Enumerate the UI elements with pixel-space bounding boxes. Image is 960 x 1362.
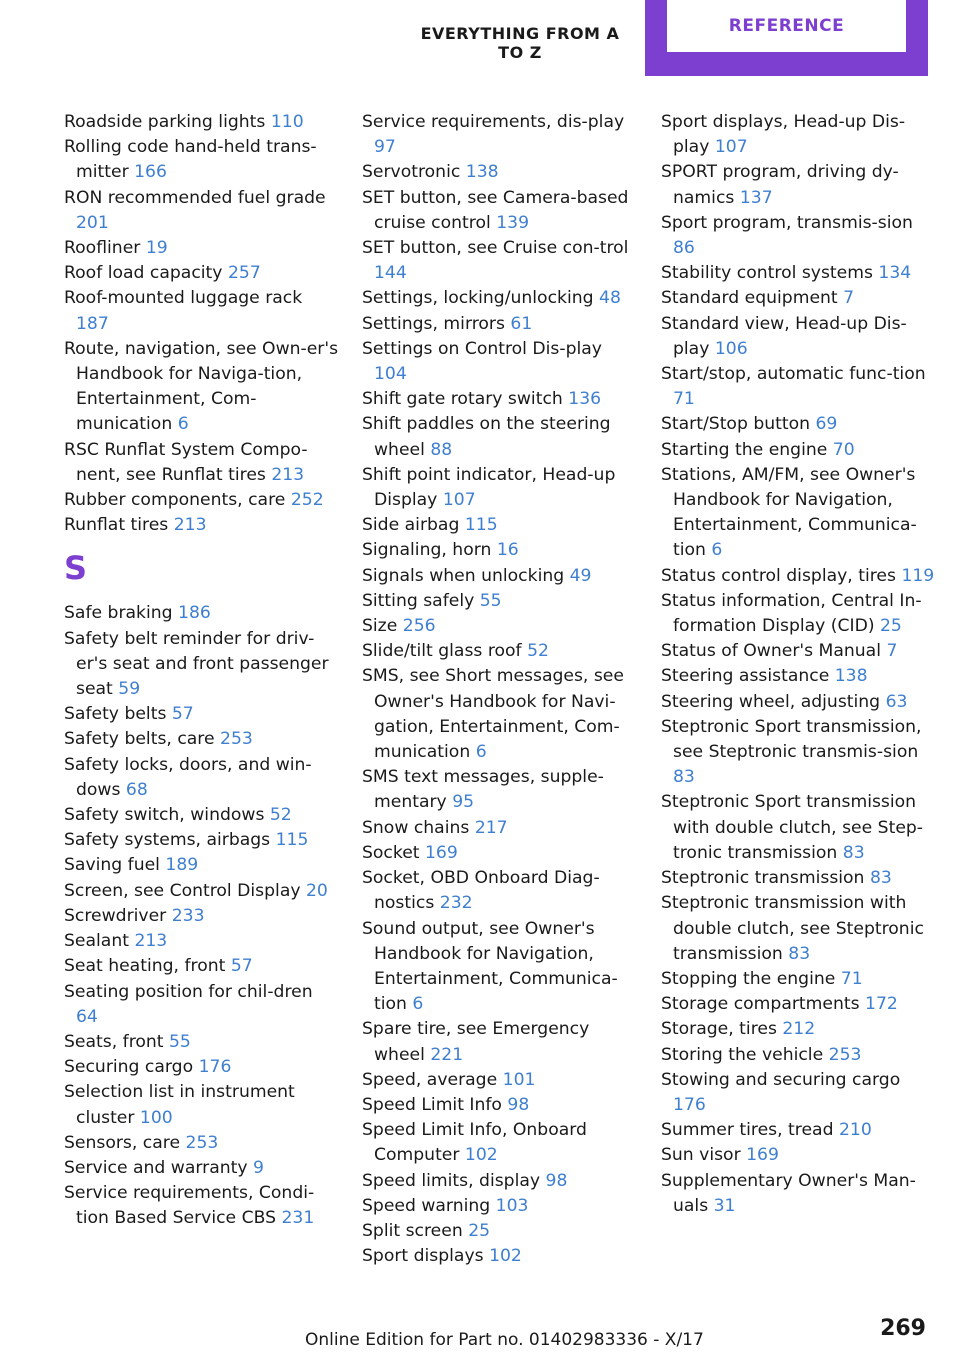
page-link[interactable]: 217 <box>474 817 508 838</box>
index-entry <box>661 1043 936 1068</box>
index-entry <box>661 160 936 210</box>
index-entry-text: Stowing and securing cargo <box>661 1069 901 1090</box>
index-entry-text: Sitting safely <box>362 590 475 611</box>
page-link[interactable]: 221 <box>430 1044 464 1065</box>
page-link[interactable]: 70 <box>832 439 855 460</box>
index-entry-text: Settings on Control Dis-play <box>362 338 602 359</box>
index-entry-text: Stopping the engine <box>661 968 836 989</box>
page-link[interactable]: 256 <box>402 616 436 637</box>
index-entry <box>661 589 936 639</box>
index-entry <box>64 135 339 185</box>
index-entry-text: Steptronic transmission with double clutch, see Steptronic transmission <box>661 893 924 964</box>
index-entry <box>661 463 936 564</box>
page-link[interactable]: 20 <box>306 880 328 901</box>
index-entry-text: Spare tire, see Emergency wheel <box>362 1019 590 1065</box>
index-entry-text: Socket, OBD Onboard Diag-nostics <box>362 868 600 914</box>
index-entry-text: Sound output, see Owner's Handbook for Navigation, Entertainment, Communica-tion <box>362 918 618 1015</box>
page-link[interactable]: 52 <box>269 805 292 826</box>
page-link[interactable]: 186 <box>178 603 211 624</box>
index-entry-text: Status information, Central In-formation Display (CID) <box>661 590 922 637</box>
page-link[interactable]: 83 <box>842 842 865 863</box>
index-entry <box>64 702 339 727</box>
index-entry-text: SET button, see Camera-based cruise control <box>362 187 629 233</box>
index-entry <box>64 337 339 438</box>
page-link[interactable]: 201 <box>76 212 109 233</box>
index-entry-text: Signaling, horn <box>362 540 492 561</box>
page-link[interactable]: 213 <box>271 464 305 485</box>
index-entry-text: Speed limits, display <box>362 1170 541 1191</box>
index-entry <box>362 1219 637 1244</box>
index-entry-text: Storage, tires <box>661 1019 777 1040</box>
index-entry <box>64 1055 339 1080</box>
index-entry-text: Route, navigation, see Own-er's Handbook for Naviga-tion, Entertainment, Com-munication <box>64 338 339 435</box>
index-entry <box>362 337 637 387</box>
page-footer <box>0 1316 960 1356</box>
page-link[interactable]: 57 <box>171 704 194 725</box>
index-entry-text: RON recommended fuel grade <box>64 187 326 208</box>
index-entry <box>64 110 339 135</box>
index-entry-text: Snow chains <box>362 817 470 838</box>
index-entry <box>661 992 936 1017</box>
index-entry <box>362 1118 637 1168</box>
page-link[interactable]: 7 <box>886 641 898 662</box>
index-entry-text: Sport displays, Head-up Dis-play <box>661 112 906 158</box>
page-link[interactable]: 213 <box>173 515 207 536</box>
page-link[interactable]: 137 <box>739 187 773 208</box>
page-link[interactable]: 55 <box>169 1031 191 1052</box>
index-entry <box>362 1169 637 1194</box>
index-entry-text: Size <box>362 616 398 637</box>
index-entry <box>661 866 936 891</box>
index-entry-text: Service and warranty <box>64 1157 248 1178</box>
page-link[interactable]: 98 <box>507 1094 530 1115</box>
index-entry-text: Sport program, transmis-sion <box>661 212 913 233</box>
index-entry-text: Start/stop, automatic func-tion <box>661 364 926 385</box>
index-entry <box>661 362 936 412</box>
index-entry <box>64 853 339 878</box>
page-link[interactable]: 176 <box>673 1094 706 1115</box>
index-column-2 <box>362 110 637 1269</box>
page-link[interactable]: 102 <box>464 1145 498 1166</box>
index-entry <box>64 438 339 488</box>
index-entry <box>362 312 637 337</box>
index-entry <box>64 261 339 286</box>
page-link[interactable]: 95 <box>452 792 475 813</box>
index-entry <box>661 790 936 866</box>
index-entry-text: Steptronic Sport transmission, see Steptronic transmis-sion <box>661 716 922 763</box>
page-link[interactable]: 169 <box>746 1145 779 1166</box>
index-entry-text: Speed Limit Info <box>362 1094 502 1115</box>
index-entry <box>362 160 637 185</box>
index-entry <box>362 589 637 614</box>
index-entry-text: Storing the vehicle <box>661 1044 824 1065</box>
index-entry <box>64 236 339 261</box>
index-entry-text: Stability control systems <box>661 263 873 284</box>
page-link[interactable]: 48 <box>599 288 621 309</box>
page-link[interactable]: 253 <box>220 729 253 750</box>
index-entry <box>661 891 936 967</box>
index-entry <box>362 513 637 538</box>
index-entry <box>362 1068 637 1093</box>
page-link[interactable]: 19 <box>145 238 168 259</box>
index-column-1 <box>64 110 339 1232</box>
index-entry <box>661 1068 936 1118</box>
page-link[interactable]: 64 <box>76 1006 98 1027</box>
index-entry <box>362 1017 637 1067</box>
page-link[interactable]: 71 <box>840 968 863 989</box>
index-entry <box>362 614 637 639</box>
index-entry <box>661 664 936 689</box>
index-entry-text: Slide/tilt glass roof <box>362 641 522 662</box>
index-entry <box>64 753 339 803</box>
index-entry-text: Service requirements, dis-play <box>362 112 625 132</box>
page-link[interactable]: 55 <box>479 590 502 611</box>
page-link[interactable]: 107 <box>442 490 476 511</box>
index-entry <box>661 412 936 437</box>
index-entry-text: Seating position for chil-dren <box>64 981 313 1002</box>
page-link[interactable]: 59 <box>118 679 141 700</box>
index-entry-text: Safety switch, windows <box>64 805 265 826</box>
index-entry-text: Sport displays <box>362 1246 484 1267</box>
page-link[interactable]: 7 <box>843 288 855 309</box>
page-link[interactable]: 103 <box>495 1195 529 1216</box>
index-entry-text: Standard view, Head-up Dis-play <box>661 313 907 359</box>
index-entry <box>64 904 339 929</box>
page-link[interactable]: 57 <box>230 956 253 977</box>
page-link[interactable]: 232 <box>439 893 473 914</box>
page-link[interactable]: 166 <box>134 162 167 183</box>
index-entry-text: Sensors, care <box>64 1132 181 1153</box>
page-link[interactable]: 83 <box>788 943 811 964</box>
page-link[interactable]: 6 <box>177 414 189 435</box>
reference-tab-label: REFERENCE <box>667 0 906 52</box>
page-link[interactable]: 138 <box>465 162 499 183</box>
index-entry <box>362 1244 637 1269</box>
index-entry-text: Speed warning <box>362 1195 491 1216</box>
page-link[interactable]: 6 <box>412 994 424 1015</box>
index-entry <box>661 715 936 791</box>
index-entry-text: Start/Stop button <box>661 414 811 435</box>
index-entry <box>661 564 936 589</box>
index-entry-text: Safety belts, care <box>64 729 215 750</box>
index-entry-text: Screen, see Control Display <box>64 880 301 901</box>
index-entry <box>661 1017 936 1042</box>
index-entry-text: Status control display, tires <box>661 565 896 586</box>
index-entry <box>661 1118 936 1143</box>
page-link[interactable]: 6 <box>711 540 723 561</box>
index-entry <box>362 564 637 589</box>
index-entry <box>64 1030 339 1055</box>
index-entry-text: Stations, AM/FM, see Owner's Handbook for Navigation, Entertainment, Communica-tion <box>661 464 917 561</box>
page-link[interactable]: 213 <box>134 931 168 952</box>
index-entry-text: Roof-mounted luggage rack <box>64 288 303 309</box>
index-entry-text: Steptronic Sport transmission with double clutch, see Step-tronic transmission <box>661 792 923 863</box>
page-link[interactable]: 63 <box>885 691 908 712</box>
index-entry-text: Shift gate rotary switch <box>362 389 563 410</box>
index-entry <box>362 816 637 841</box>
index-entry <box>64 828 339 853</box>
index-entry-text: Runflat tires <box>64 515 169 536</box>
index-entry <box>362 236 637 286</box>
page-link[interactable]: 187 <box>76 313 109 334</box>
index-entry-text: Starting the engine <box>661 439 828 460</box>
index-entry <box>362 765 637 815</box>
index-entry-text: Sealant <box>64 931 129 952</box>
index-entry-text: Split screen <box>362 1220 463 1241</box>
page-link[interactable]: 172 <box>865 994 898 1015</box>
page-link[interactable]: 257 <box>227 263 261 284</box>
index-entry-text: Supplementary Owner's Man-uals <box>661 1170 916 1216</box>
index-entry <box>362 866 637 916</box>
index-entry-text: Socket <box>362 842 420 863</box>
index-entry <box>64 954 339 979</box>
section-title: EVERYTHING FROM A TO Z <box>420 24 620 62</box>
page-link[interactable]: 6 <box>475 742 487 763</box>
section-letter: S <box>64 549 88 588</box>
index-entry-text: Rubber components, care <box>64 490 286 511</box>
index-entry-text: SMS, see Short messages, see Owner's Handbook for Navi-gation, Entertainment, Com-munication <box>362 666 624 763</box>
index-entry <box>362 186 637 236</box>
index-entry <box>64 1156 339 1181</box>
page-link[interactable]: 31 <box>713 1195 736 1216</box>
page-link[interactable]: 119 <box>901 565 935 586</box>
index-entry <box>362 538 637 563</box>
page-link[interactable]: 61 <box>510 313 533 334</box>
reference-tab[interactable] <box>645 0 928 76</box>
page-link[interactable]: 139 <box>496 212 530 233</box>
page-link[interactable]: 176 <box>198 1057 232 1078</box>
index-entry <box>64 727 339 752</box>
index-entry <box>64 186 339 236</box>
page-link[interactable]: 83 <box>673 767 695 788</box>
index-entry <box>362 463 637 513</box>
page-link[interactable]: 88 <box>430 439 453 460</box>
index-entry <box>362 387 637 412</box>
page-link[interactable]: 25 <box>468 1220 491 1241</box>
page-link[interactable]: 68 <box>125 779 148 800</box>
index-entry-text: Shift point indicator, Head-up Display <box>362 464 616 511</box>
edition-note: Online Edition for Part no. 01402983336 - X/17 <box>305 1330 704 1350</box>
page-link[interactable]: 253 <box>828 1044 862 1065</box>
index-entry-text: Seat heating, front <box>64 956 226 977</box>
index-entry-text: Screwdriver <box>64 905 167 926</box>
index-entry <box>661 211 936 261</box>
page-link[interactable]: 233 <box>171 905 205 926</box>
index-column-3 <box>661 110 936 1219</box>
page-link[interactable]: 134 <box>878 263 912 284</box>
page-link[interactable]: 97 <box>374 137 396 158</box>
page-link[interactable]: 169 <box>425 842 458 863</box>
page-link[interactable]: 210 <box>838 1120 872 1141</box>
index-entry <box>64 1181 339 1231</box>
index-entry <box>64 803 339 828</box>
index-entry <box>661 967 936 992</box>
index-entry <box>661 261 936 286</box>
index-entry-text: Saving fuel <box>64 855 160 876</box>
index-entry <box>64 1131 339 1156</box>
index-entry-text: Roadside parking lights <box>64 112 266 132</box>
index-entry-text: Steering wheel, adjusting <box>661 691 881 712</box>
index-entry <box>64 488 339 513</box>
page-link[interactable]: 101 <box>502 1069 536 1090</box>
index-entry <box>661 438 936 463</box>
page-link[interactable]: 212 <box>782 1019 816 1040</box>
index-entry <box>661 110 936 160</box>
index-entry-text: Service requirements, Condi-tion Based Service CBS <box>64 1183 315 1229</box>
index-entry-text: Safety systems, airbags <box>64 830 271 851</box>
index-entry-text: Sun visor <box>661 1145 741 1166</box>
page-link[interactable]: 102 <box>489 1246 522 1267</box>
index-entry-text: Safety belt reminder for driv-er's seat and front passenger seat <box>64 628 329 700</box>
page-link[interactable]: 16 <box>496 540 519 561</box>
index-entry-text: Roof load capacity <box>64 263 223 284</box>
index-entry-text: Steptronic transmission <box>661 868 865 889</box>
page-link[interactable]: 107 <box>714 137 748 158</box>
index-entry <box>661 1143 936 1168</box>
index-entry-text: Status of Owner's Manual <box>661 641 881 662</box>
index-entry <box>362 110 637 160</box>
index-entry-text: Selection list in instrument cluster <box>64 1082 295 1128</box>
page-link[interactable]: 253 <box>185 1132 219 1153</box>
page-link[interactable]: 9 <box>253 1157 264 1178</box>
index-entry <box>64 286 339 336</box>
index-entry <box>362 664 637 765</box>
index-entry <box>64 879 339 904</box>
index-entry <box>661 639 936 664</box>
page-link[interactable]: 144 <box>374 263 407 284</box>
index-entry-text: Safety belts <box>64 704 167 725</box>
index-entry-text: Signals when unlocking <box>362 565 565 586</box>
page-link[interactable]: 252 <box>290 490 324 511</box>
index-entry-text: SMS text messages, supple-mentary <box>362 767 604 813</box>
page-number: 269 <box>880 1316 926 1341</box>
page-link[interactable]: 100 <box>139 1107 173 1128</box>
index-entry-text: Settings, mirrors <box>362 313 505 334</box>
index-entry-text: Shift paddles on the steering wheel <box>362 414 611 460</box>
index-entry-text: Securing cargo <box>64 1057 194 1078</box>
index-entry <box>661 312 936 362</box>
page-link[interactable]: 231 <box>281 1208 315 1229</box>
index-entry-text: Settings, locking/unlocking <box>362 288 594 309</box>
index-entry-text: Speed Limit Info, Onboard Computer <box>362 1120 587 1166</box>
page-link[interactable]: 104 <box>374 364 407 385</box>
page-link[interactable]: 189 <box>165 855 199 876</box>
index-entry <box>362 639 637 664</box>
index-entry-text: Steering assistance <box>661 666 830 687</box>
page-link[interactable]: 25 <box>880 616 902 637</box>
index-entry <box>64 513 339 538</box>
index-entry <box>362 412 637 462</box>
index-entry-text: Servotronic <box>362 162 461 183</box>
page-link[interactable]: 83 <box>869 868 892 889</box>
page-link[interactable]: 138 <box>834 666 868 687</box>
index-entry <box>362 286 637 311</box>
index-entry-text: Standard equipment <box>661 288 838 309</box>
index-entry-text: Speed, average <box>362 1069 498 1090</box>
page-link[interactable]: 86 <box>673 238 695 259</box>
index-entry <box>661 286 936 311</box>
index-entry <box>64 627 339 703</box>
index-entry-text: Storage compartments <box>661 994 860 1015</box>
index-entry <box>661 690 936 715</box>
page-link[interactable]: 106 <box>714 338 748 359</box>
index-entry-text: Safe braking <box>64 603 173 624</box>
index-entry <box>661 1169 936 1219</box>
page-link[interactable]: 69 <box>815 414 838 435</box>
page-link[interactable]: 49 <box>569 565 592 586</box>
index-entry <box>64 929 339 954</box>
index-entry <box>362 841 637 866</box>
index-entry-text: Side airbag <box>362 515 460 536</box>
index-entry-text: SPORT program, driving dy-namics <box>661 162 899 208</box>
index-entry <box>64 1080 339 1130</box>
index-entry <box>362 1093 637 1118</box>
index-entry-text: Seats, front <box>64 1031 164 1052</box>
page-link[interactable]: 98 <box>545 1170 568 1191</box>
index-entry-text: Safety locks, doors, and win-dows <box>64 754 312 800</box>
index-entry-text: Roofliner <box>64 238 141 259</box>
index-entry-text: RSC Runflat System Compo-nent, see Runflat tires <box>64 439 308 485</box>
index-entry <box>64 601 339 626</box>
page-link[interactable]: 71 <box>673 389 695 410</box>
page-link[interactable]: 52 <box>527 641 549 662</box>
page-link[interactable]: 115 <box>464 515 498 536</box>
page-link[interactable]: 110 <box>270 112 304 132</box>
page-link[interactable]: 136 <box>568 389 602 410</box>
index-entry-text: SET button, see Cruise con-trol <box>362 238 629 259</box>
index-entry <box>64 980 339 1030</box>
index-entry <box>362 1194 637 1219</box>
page-link[interactable]: 115 <box>275 830 309 851</box>
index-entry-text: Rolling code hand-held trans-mitter <box>64 137 317 183</box>
index-entry-text: Summer tires, tread <box>661 1120 834 1141</box>
index-entry <box>362 917 637 1018</box>
